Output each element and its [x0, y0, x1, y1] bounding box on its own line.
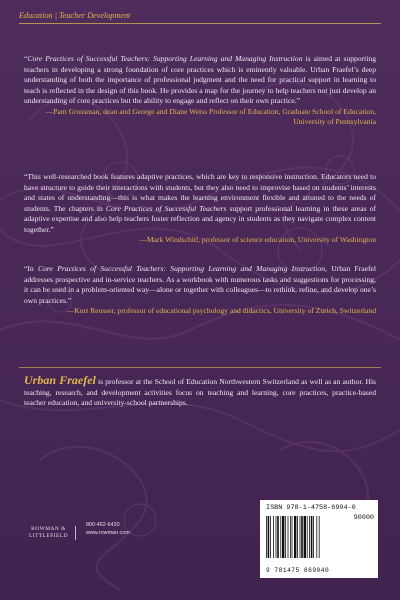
- author-name: Urban Fraefel: [24, 373, 96, 387]
- barcode-bar: [266, 516, 267, 558]
- book-title: Core Practices of Successful Teachers: Supporting Learning and Managing Instruction: [38, 264, 325, 273]
- publisher-phone: 800-462-6420: [86, 522, 120, 528]
- endorsement-1: [24, 54, 376, 128]
- publisher-logo: [28, 518, 80, 548]
- quote-text: , Urban Fraefel addresses prospective and in-service teachers. As a workbook with numerous tasks and suggestions for processing, it can be used in a problem-oriented way—alone or together with colleagues—to rethink, refine, and develop one’s own practices.”: [24, 264, 376, 305]
- publisher-logo-line2: LITTLEFIELD: [28, 533, 69, 539]
- barcode-digits: 9 781475 869040: [266, 567, 330, 574]
- barcode-bar: [268, 516, 270, 558]
- barcode-bar: [309, 516, 310, 558]
- publisher-logo-line1: ROWMAN &: [31, 526, 66, 532]
- barcode-bar: [282, 516, 284, 558]
- publisher-contact: [86, 521, 130, 537]
- endorsement-quote: [24, 54, 376, 105]
- endorsement-attribution: [24, 107, 376, 128]
- book-title: Core Practices of Successful Teachers: Supporting Learning and Managing Instruction: [27, 54, 303, 63]
- barcode-bar: [277, 516, 279, 558]
- barcode-bar: [313, 516, 314, 558]
- barcode-bar: [285, 516, 286, 558]
- quote-text: support professional learning in these areas of adaptive expertise and also help teachers foster reflection and agency in students as they navigate complex content together.”: [24, 203, 377, 234]
- quote-text: “In: [24, 264, 38, 273]
- barcode-bar: [273, 516, 274, 558]
- endorsement-attribution: [24, 306, 376, 317]
- barcode-bar: [319, 516, 320, 558]
- barcode-bars: [264, 514, 344, 562]
- barcode-bar: [307, 516, 308, 558]
- endorser-title: , professor of science education, University of Washington: [198, 235, 376, 244]
- barcode-bar: [316, 516, 317, 558]
- barcode-bar: [290, 516, 291, 558]
- author-bio: [24, 375, 376, 409]
- endorsement-quote: [24, 172, 376, 234]
- top-divider: [19, 23, 381, 24]
- publisher-logo-text: [28, 526, 76, 540]
- isbn-barcode: [260, 500, 378, 578]
- endorsement-quote: [24, 264, 376, 305]
- author-bio-text: is professor at the School of Education Northwestern Switzerland as well as an author. His teaching, research, and development activities focus on teaching and learning, core practices, practice-based teacher education, and university-school partnerships.: [24, 377, 377, 408]
- price-code: 90000: [353, 514, 374, 522]
- quote-text: “: [24, 54, 28, 63]
- endorser-title: , dean and George and Diane Weiss Professor of Education, Graduate School of Education, University of Pennsylvania: [99, 106, 376, 126]
- quote-text: is aimed at supporting teachers in developing a strong foundation of core practices which is eminently valuable. Urban Fraefel’s deep understanding of both the importance of professional judgment and the need for practical support in learning to teach is reflected in the design of this book. He provides a map for the journey to help teachers not just develop an understanding of core practices but the ability to engage and reflect on their own practice.”: [24, 54, 376, 105]
- barcode-bar: [288, 516, 289, 558]
- endorser-title: , professor of educational psychology and didactics, University of Zurich, Switzerland: [113, 306, 376, 315]
- barcode-bar: [301, 516, 303, 558]
- endorser-name: —Kurt Reusser: [66, 306, 114, 315]
- barcode-bar: [304, 516, 306, 558]
- barcode-bar: [292, 516, 293, 558]
- middle-divider: [19, 367, 381, 368]
- publisher-website: www.rowman.com: [86, 530, 130, 536]
- endorsement-3: [24, 264, 376, 317]
- barcode-bar: [270, 516, 271, 558]
- endorsement-2: [24, 172, 376, 246]
- barcode-bar: [300, 516, 301, 558]
- quote-text: “This well-researched book features adaptive practices, which are key to responsive instruction. Educators need to have structure to guide their interactions with students, but they also need to improvise based on students’ interests and states of understanding—this is what makes the learning environment flexible and attuned to the needs of students. The chapters in: [24, 172, 376, 213]
- category-label: Education | Teacher Development: [19, 11, 131, 20]
- endorsement-attribution: [24, 235, 376, 246]
- barcode-bar: [294, 516, 296, 558]
- barcode-bar: [280, 516, 281, 558]
- endorser-name: —Mark Windschitl: [139, 235, 199, 244]
- barcode-bar: [311, 516, 313, 558]
- book-title: Core Practices of Successful Teachers: [105, 203, 227, 213]
- barcode-bar: [276, 516, 277, 558]
- isbn-number: ISBN 978-1-4758-6904-0: [266, 504, 356, 512]
- endorser-name: —Pam Grossman: [45, 106, 100, 116]
- barcode-bar: [297, 516, 298, 558]
